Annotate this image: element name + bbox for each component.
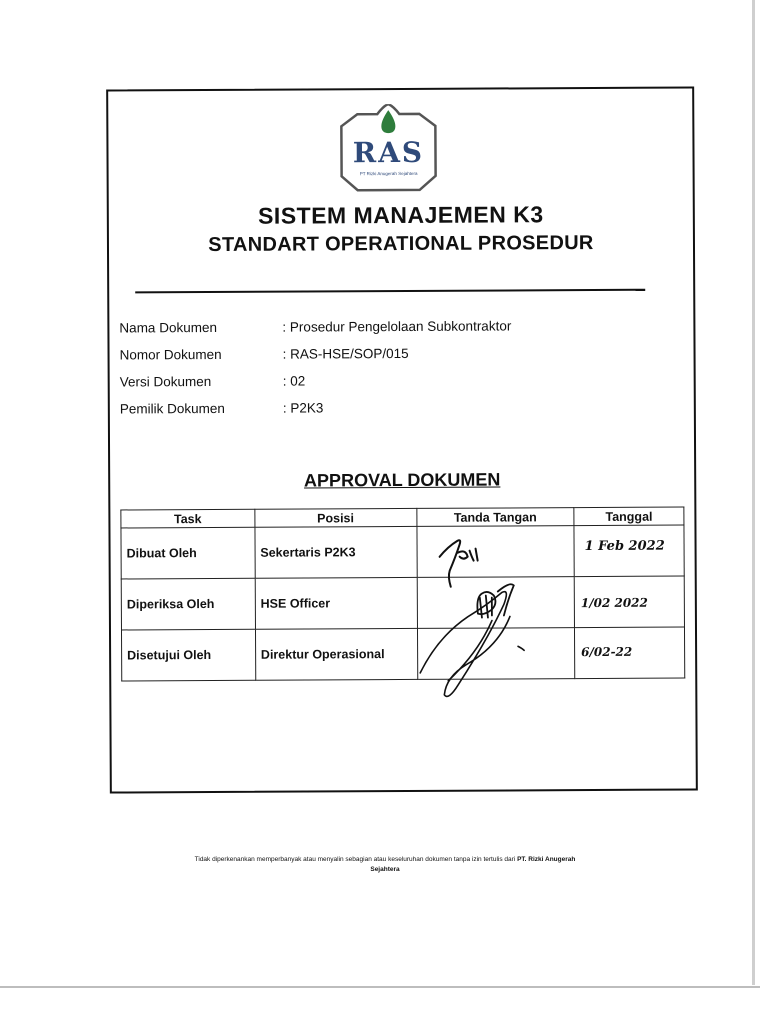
signature-cell bbox=[416, 526, 574, 578]
date-cell bbox=[574, 525, 684, 577]
meta-row-versi bbox=[120, 372, 512, 401]
signature-direktur bbox=[418, 628, 576, 679]
page-subtitle: STANDART OPERATIONAL PROSEDUR bbox=[208, 231, 594, 257]
signature-cell bbox=[417, 628, 575, 680]
date-handwritten: 1/02 2022 bbox=[580, 595, 649, 611]
meta-label: Pemilik Dokumen bbox=[119, 400, 225, 417]
logo-tagline: PT Rizki Anugerah Sejahtera bbox=[359, 170, 418, 177]
posisi-cell: Sekertaris P2K3 bbox=[255, 526, 417, 578]
meta-value: : RAS-HSE/SOP/015 bbox=[282, 345, 409, 362]
column-header-posisi: Posisi bbox=[255, 508, 417, 527]
meta-row-nomor bbox=[120, 345, 512, 374]
meta-label: Versi Dokumen bbox=[119, 373, 212, 390]
meta-value: : 02 bbox=[282, 373, 306, 389]
footer-notice bbox=[120, 855, 650, 875]
footer-text: Tidak diperkenankan memperbanyak atau menyalin sebagian atau keseluruhan dokumen tanpa izin tertulis dari bbox=[194, 856, 516, 863]
date-cell bbox=[574, 576, 684, 628]
column-header-task: Task bbox=[121, 509, 255, 528]
signature-sekertaris bbox=[417, 526, 575, 577]
date-cell bbox=[575, 627, 685, 679]
approval-title: APPROVAL DOKUMEN bbox=[303, 469, 501, 491]
task-cell: Disetujui Oleh bbox=[121, 629, 255, 681]
document-frame bbox=[106, 86, 698, 793]
posisi-cell: HSE Officer bbox=[255, 577, 417, 629]
page-title: SISTEM MANAJEMEN K3 bbox=[257, 201, 544, 229]
task-cell: Dibuat Oleh bbox=[121, 527, 255, 579]
footer-company-line2: Sejahtera bbox=[370, 866, 400, 873]
date-handwritten: 1 Feb 2022 bbox=[584, 538, 665, 555]
meta-value: : P2K3 bbox=[282, 400, 324, 416]
meta-label: Nama Dokumen bbox=[119, 319, 217, 336]
footer-company: PT. Rizki Anugerah bbox=[517, 856, 576, 863]
date-handwritten: 6/02-22 bbox=[581, 644, 633, 660]
divider bbox=[135, 289, 645, 294]
meta-label: Nomor Dokumen bbox=[119, 346, 222, 363]
scan-edge-bottom bbox=[0, 986, 760, 988]
scan-edge-right bbox=[752, 0, 755, 985]
task-cell: Diperiksa Oleh bbox=[121, 578, 255, 630]
table-row bbox=[121, 576, 684, 630]
approval-table bbox=[120, 507, 685, 682]
svg-text:RAS: RAS bbox=[352, 135, 425, 170]
meta-value: : Prosedur Pengelolaan Subkontraktor bbox=[282, 318, 512, 335]
meta-row-nama bbox=[119, 318, 511, 347]
table-row bbox=[121, 525, 684, 579]
column-header-tanda-tangan: Tanda Tangan bbox=[416, 508, 574, 527]
column-header-tanggal: Tanggal bbox=[574, 507, 684, 526]
meta-row-pemilik bbox=[120, 399, 512, 428]
company-logo bbox=[337, 104, 439, 197]
table-row bbox=[121, 627, 684, 681]
document-metadata bbox=[119, 318, 511, 428]
posisi-cell: Direktur Operasional bbox=[255, 628, 417, 680]
